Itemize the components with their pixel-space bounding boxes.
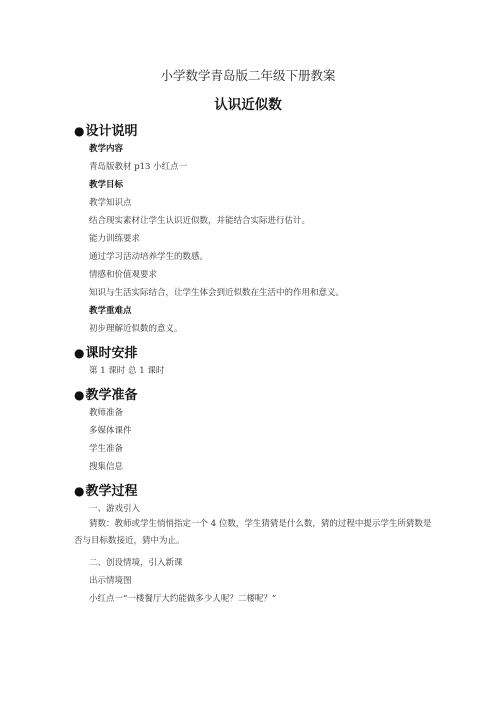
section-heading-design: ●设计说明 <box>74 124 138 139</box>
section-heading-process: ●教学过程 <box>74 484 138 499</box>
section-heading-prep: ●教学准备 <box>74 388 138 403</box>
text-paragraph: 猜数：教师或学生悄悄指定一个 4 位数，学生猜猜是什么数，猜的过程中提示学生所猜数是否与目标数接近，猜中为止。 <box>74 519 432 546</box>
text-line: 初步理解近似数的意义。 <box>89 324 183 334</box>
subheading-teaching-goals: 教学目标 <box>89 180 124 190</box>
bullet-icon: ● <box>74 124 85 138</box>
subheading-teaching-content: 教学内容 <box>89 144 124 154</box>
text-line: 多媒体课件 <box>89 426 132 436</box>
text-line: 青岛版教材 p13 小红点一 <box>89 162 188 172</box>
text-line: 小红点一“一楼餐厅大约能做多少人呢？二楼呢？” <box>89 594 277 604</box>
section-heading-schedule: ●课时安排 <box>74 346 138 361</box>
text-line: 结合现实素材让学生认识近似数，并能结合实际进行估计。 <box>89 216 311 226</box>
text-line: 能力训练要求 <box>89 234 141 244</box>
text-line: 知识与生活实际结合，让学生体会到近似数在生活中的作用和意义。 <box>89 288 345 298</box>
bullet-icon: ● <box>74 388 85 402</box>
document-header: 小学数学青岛版二年级下册教案 <box>160 68 336 83</box>
text-line: 教学知识点 <box>89 198 132 208</box>
text-line: 一、游戏引入 <box>89 504 141 514</box>
text-line: 教师准备 <box>89 408 124 418</box>
text-line: 通过学习活动培养学生的数感。 <box>89 252 209 262</box>
bullet-icon: ● <box>74 484 85 498</box>
text-line: 情感和价值观要求 <box>89 270 158 280</box>
text-line: 二、创设情境，引入新课 <box>89 558 183 568</box>
text-line: 搜集信息 <box>89 462 124 472</box>
text-line: 学生准备 <box>89 444 124 454</box>
text-line: 第 1 课时 总 1 课时 <box>89 366 165 376</box>
subheading-key-points: 教学重难点 <box>89 306 132 316</box>
page-title: 认识近似数 <box>214 97 282 113</box>
text-line: 出示情境图 <box>89 576 132 586</box>
bullet-icon: ● <box>74 346 85 360</box>
